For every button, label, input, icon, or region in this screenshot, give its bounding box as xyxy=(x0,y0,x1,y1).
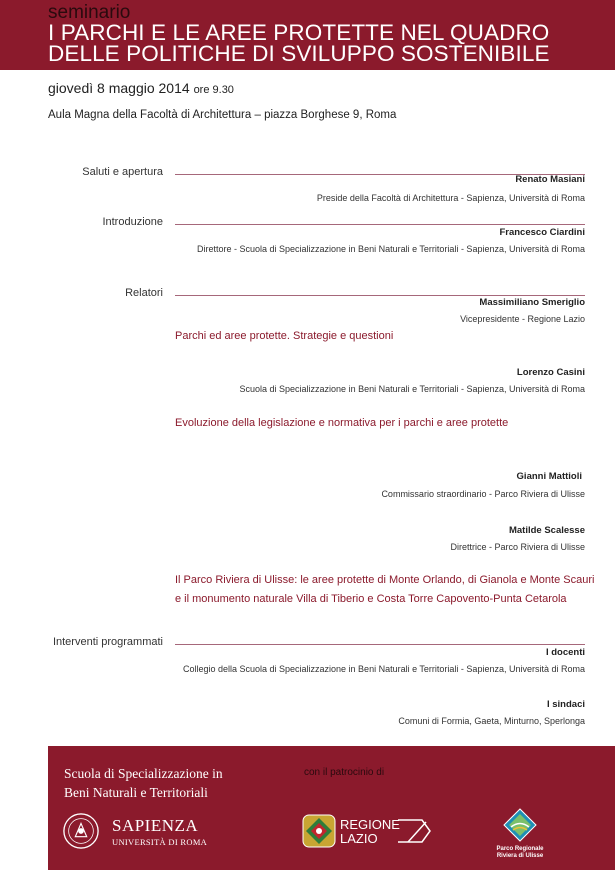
speaker-role: Preside della Facoltà di Architettura - Sapienza, Università di Roma xyxy=(316,193,585,203)
sapienza-seal-icon xyxy=(62,812,100,850)
talk-title: Evoluzione della legislazione e normativa per i parchi e aree protette xyxy=(175,417,509,429)
sapienza-subtitle: UNIVERSITÀ DI ROMA xyxy=(112,837,208,847)
school-line-2: Beni Naturali e Territoriali xyxy=(64,785,208,800)
section-label-interventi: Interventi programmati xyxy=(52,636,163,648)
talk-title-line-1: Il Parco Riviera di Ulisse: le aree protette di Monte Orlando, di Gianola e Monte Scauri xyxy=(175,574,595,586)
speaker-name: I docenti xyxy=(545,647,585,658)
header-banner xyxy=(0,0,615,70)
speaker-role: Collegio della Scuola di Specializzazione in Beni Naturali e Territoriali - Sapienza, Università di Roma xyxy=(182,664,585,674)
regione-lazio-emblem-icon xyxy=(302,814,336,848)
section-label-introduzione: Introduzione xyxy=(102,216,163,228)
talk-title: Parchi ed aree protette. Strategie e questioni xyxy=(175,330,394,342)
speaker-name: Gianni Mattioli xyxy=(516,471,582,482)
talk-title-line-2: e il monumento naturale Villa di Tiberio e Costa Torre Capovento-Punta Cetarola xyxy=(175,593,567,605)
event-venue: Aula Magna della Facoltà di Architettura – piazza Borghese 9, Roma xyxy=(48,109,397,121)
speaker-role: Direttore - Scuola di Specializzazione in Beni Naturali e Territoriali - Sapienza, Università di Roma xyxy=(196,244,585,254)
speaker-role: Commissario straordinario - Parco Riviera di Ulisse xyxy=(381,489,585,499)
speaker-name: Francesco Ciardini xyxy=(499,227,585,238)
time-text: ore 9.30 xyxy=(193,84,234,96)
lazio-stroke-mark-icon xyxy=(396,816,432,846)
patronage-label: con il patrocinio di xyxy=(304,767,385,778)
parco-line-1: Parco Regionale xyxy=(496,846,544,852)
speaker-role: Scuola di Specializzazione in Beni Naturali e Territoriali - Sapienza, Università di Roma xyxy=(239,384,585,394)
speaker-name: Lorenzo Casini xyxy=(516,367,585,378)
footer-banner xyxy=(48,746,615,870)
school-name xyxy=(64,764,223,802)
speaker-role: Direttrice - Parco Riviera di Ulisse xyxy=(450,542,585,552)
section-divider xyxy=(175,224,585,225)
lazio-line-1: REGIONE xyxy=(340,817,400,832)
speaker-role: Vicepresidente - Regione Lazio xyxy=(460,314,585,324)
title-line-1: I PARCHI E LE AREE PROTETTE NEL QUADRO xyxy=(48,20,550,45)
section-label-relatori: Relatori xyxy=(125,287,163,299)
section-divider xyxy=(175,644,585,645)
parco-riviera-logo-icon xyxy=(503,808,537,842)
school-line-1: Scuola di Specializzazione in xyxy=(64,766,223,781)
section-divider xyxy=(175,295,585,296)
parco-riviera-label xyxy=(481,846,559,860)
speaker-name: I sindaci xyxy=(546,699,585,710)
section-label-saluti: Saluti e apertura xyxy=(82,166,163,178)
event-title xyxy=(48,22,550,64)
event-type: seminario xyxy=(48,2,131,23)
sapienza-name: SAPIENZA xyxy=(112,816,199,835)
speaker-name: Renato Masiani xyxy=(515,174,585,185)
event-date xyxy=(48,80,234,96)
title-line-2: DELLE POLITICHE DI SVILUPPO SOSTENIBILE xyxy=(48,41,550,66)
date-text: giovedì 8 maggio 2014 xyxy=(48,80,190,96)
speaker-role: Comuni di Formia, Gaeta, Minturno, Sperlonga xyxy=(398,716,585,726)
speaker-name: Massimiliano Smeriglio xyxy=(479,297,585,308)
regione-lazio-label xyxy=(340,818,400,846)
speaker-name: Matilde Scalesse xyxy=(508,525,585,536)
lazio-line-2: LAZIO xyxy=(340,831,378,846)
parco-line-2: Riviera di Ulisse xyxy=(496,853,544,859)
